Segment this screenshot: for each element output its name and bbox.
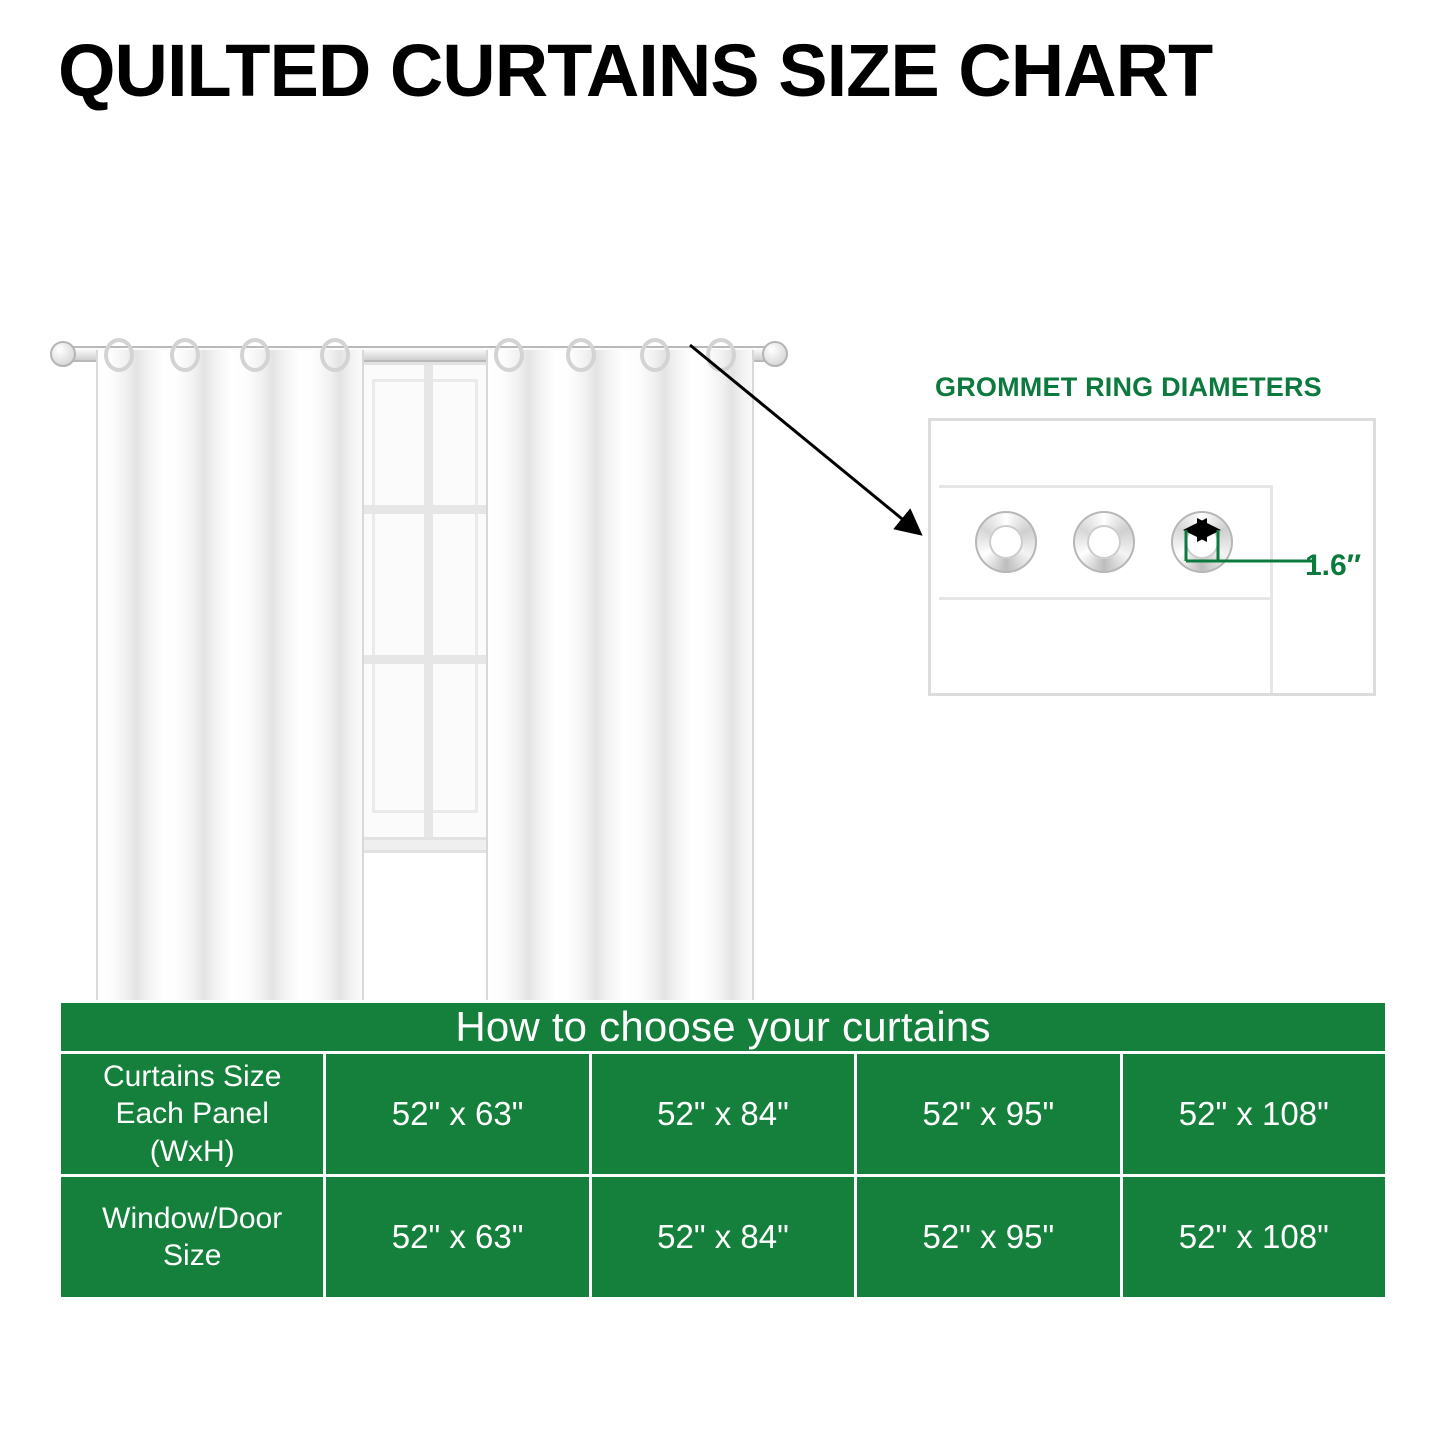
row-header-line: Curtains Size [102,1059,282,1093]
curtain-edge-left [486,350,488,1100]
detail-band-top [939,485,1273,488]
grommet-detail-heading: GROMMET RING DIAMETERS [935,372,1322,402]
grommet-ring-icon [240,338,270,372]
window-mullion-horizontal-upper [358,505,492,514]
rod-finial-right-icon [762,341,788,367]
table-cell: 52" x 84" [590,1053,855,1176]
grommet-ring-icon [566,338,596,372]
table-cell: 52" x 95" [856,1053,1121,1176]
detail-band-right [1270,485,1273,693]
window-mullion-horizontal-lower [358,655,492,664]
table-cell: 52" x 63" [325,1176,590,1299]
curtain-edge-right [362,350,364,1100]
size-table-wrapper [58,1000,1388,1300]
table-row [60,1176,1387,1299]
window-behind-curtains [355,362,495,842]
grommet-diameter-label: 1.6″ [1305,549,1362,582]
curtain-edge-left [96,350,98,1100]
grommet-ring-icon [320,338,350,372]
table-cell: 52" x 108" [1121,1053,1386,1176]
table-cell: 52" x 84" [590,1176,855,1299]
detail-band-bottom [939,597,1273,600]
row-header-window-door-size [60,1176,325,1299]
curtain-edge-right [752,350,754,1100]
table-title-row [60,1002,1387,1053]
curtain-panel-left [96,350,364,1100]
grommet-ring-icon [1171,511,1233,573]
size-table [58,1000,1388,1300]
rod-finial-left-icon [50,341,76,367]
page-title: QUILTED CURTAINS SIZE CHART [58,29,1213,112]
grommet-ring-icon [706,338,736,372]
grommet-ring-icon [1073,511,1135,573]
table-title: How to choose your curtains [60,1002,1387,1053]
table-row [60,1053,1387,1176]
grommet-ring-icon [975,511,1037,573]
table-cell: 52" x 63" [325,1053,590,1176]
row-header-line: Size [163,1239,222,1272]
row-header-curtain-size [60,1053,325,1176]
grommet-ring-icon [640,338,670,372]
curtain-fabric-right [486,350,754,1100]
table-cell: 52" x 108" [1121,1176,1386,1299]
window-mullion-vertical [424,365,433,839]
row-header-line: (WxH) [149,1134,235,1168]
row-header-line: Each Panel [115,1097,269,1131]
curtain-panel-right [486,350,754,1100]
curtain-fabric-left [96,350,364,1100]
row-header-line: Window/Door [102,1201,283,1235]
grommet-ring-icon [494,338,524,372]
grommet-ring-icon [170,338,200,372]
grommet-ring-icon [104,338,134,372]
window-sill [346,837,504,853]
table-cell: 52" x 95" [856,1176,1121,1299]
